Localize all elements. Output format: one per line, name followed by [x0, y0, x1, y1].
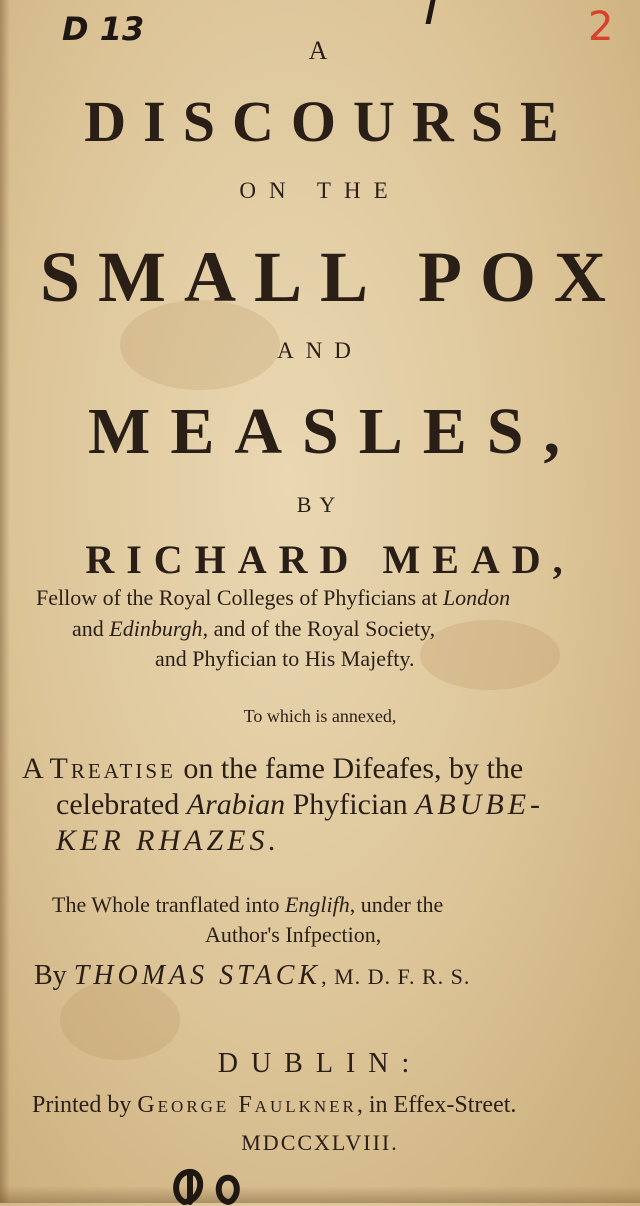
- translation-text: The Whole tranflated into: [52, 892, 285, 917]
- translation-line1: [52, 892, 622, 918]
- author-credentials-line2: [72, 616, 612, 642]
- translator-name: THOMAS STACK: [73, 960, 322, 991]
- imprint-printer-line: [32, 1092, 632, 1119]
- treatise-text: A: [22, 752, 50, 785]
- rhazes-name-part1: ABUBE-: [415, 788, 545, 821]
- language-english: Englifh: [284, 892, 350, 917]
- title-measles: MEASLES,: [88, 395, 580, 468]
- translation-text: , under the: [349, 892, 444, 917]
- imprint-date: MDCCXLVIII.: [241, 1130, 399, 1155]
- ink-mark: [425, 0, 435, 24]
- title-article: A: [308, 36, 332, 65]
- city-london: London: [442, 585, 511, 610]
- shelfmark: D 13: [62, 10, 145, 48]
- library-stamp-monogram: [170, 1166, 250, 1206]
- city-edinburgh: Edinburgh: [109, 616, 203, 641]
- pencil-number: 2: [588, 4, 614, 50]
- treatise-text: celebrated: [56, 788, 187, 821]
- byline: BY: [296, 492, 344, 517]
- title-and: AND: [277, 338, 363, 363]
- translator-by: By: [34, 960, 74, 991]
- treatise-line2: [56, 788, 626, 822]
- treatise-text: on the fame Difeafes, by the: [175, 752, 524, 785]
- rhazes-name-part2: KER RHAZES.: [56, 824, 280, 857]
- translation-line2: Author's Infpection,: [205, 922, 382, 947]
- imprint-text: , in Effex-Street.: [356, 1092, 517, 1118]
- treatise-text: Phyfician: [285, 788, 416, 821]
- annex-heading: To which is annexed,: [243, 706, 397, 726]
- author-credentials-line1: [36, 585, 616, 611]
- credentials-text: , and of the Royal Society,: [202, 616, 436, 641]
- title-smallpox: SMALL POX: [39, 237, 625, 317]
- author-name: RICHARD MEAD,: [85, 537, 575, 582]
- imprint-city: DUBLIN:: [217, 1048, 423, 1079]
- credentials-text: Fellow of the Royal Colleges of Phyficians at: [36, 585, 443, 610]
- treatise-line1: [22, 752, 622, 786]
- title-on-the: ON THE: [239, 178, 401, 203]
- treatise-word: Treatise: [49, 752, 176, 785]
- imprint-text: Printed by: [32, 1092, 138, 1118]
- translator-line: [34, 960, 624, 992]
- page-edge-shadow: [0, 1186, 640, 1203]
- treatise-line3: [56, 824, 626, 858]
- printer-name: George Faulkner: [137, 1092, 357, 1118]
- title-discourse: DISCOURSE: [84, 89, 576, 154]
- translator-degrees: , M. D. F. R. S.: [321, 964, 471, 989]
- author-credentials-line3: and Phyfician to His Majefty.: [155, 646, 415, 671]
- credentials-text: and: [72, 616, 110, 641]
- arabian-word: Arabian: [186, 788, 286, 821]
